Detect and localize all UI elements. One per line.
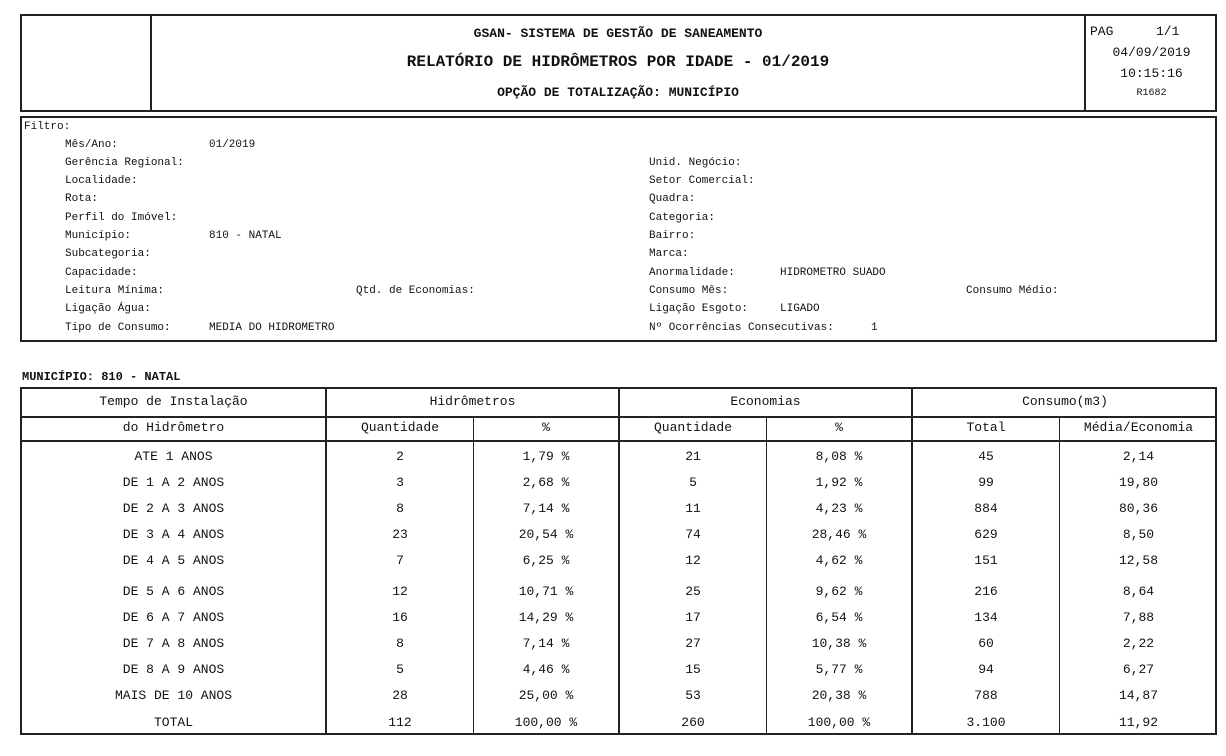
table-cell: 6,25 %	[522, 553, 570, 568]
table-cell: DE 4 A 5 ANOS	[122, 553, 225, 568]
table-cell: 14,87	[1118, 688, 1158, 703]
table-cell: 5	[396, 662, 404, 677]
subheader-percent: %	[835, 420, 843, 435]
tipo-consumo-label: Tipo de Consumo:	[65, 322, 171, 334]
table-cell: DE 2 A 3 ANOS	[122, 501, 225, 516]
municipio-value: 810 - NATAL	[209, 230, 282, 242]
table-cell: 8,50	[1122, 527, 1155, 542]
table-cell: 28,46 %	[811, 527, 867, 542]
gerencia-label: Gerência Regional:	[65, 157, 184, 169]
marca-label: Marca:	[649, 248, 689, 260]
table-cell: MAIS DE 10 ANOS	[114, 688, 233, 703]
subheader-hidrometro: do Hidrômetro	[122, 420, 225, 435]
table-cell: 3	[396, 475, 404, 490]
qtd-economias-label: Qtd. de Economias:	[356, 285, 475, 297]
table-cell: 25	[685, 584, 701, 599]
header-economias: Economias	[730, 394, 801, 409]
table-cell: 27	[685, 636, 701, 651]
report-header	[20, 14, 1217, 112]
leitura-label: Leitura Mínima:	[65, 285, 165, 297]
table-cell: 1,92 %	[815, 475, 863, 490]
table-cell: 2,22	[1122, 636, 1155, 651]
tipo-consumo-value: MEDIA DO HIDROMETRO	[209, 322, 335, 334]
report-date: 04/09/2019	[1112, 45, 1191, 60]
mes-ano-value: 01/2019	[209, 139, 256, 151]
table-cell: 15	[685, 662, 701, 677]
table-cell: 10,71 %	[518, 584, 574, 599]
consumo-mes-label: Consumo Mês:	[649, 285, 729, 297]
consumo-medio-label: Consumo Médio:	[966, 285, 1059, 297]
table-cell: 1,79 %	[522, 449, 570, 464]
page-label: PAG	[1090, 24, 1114, 39]
table-cell: 99	[978, 475, 994, 490]
perfil-label: Perfil do Imóvel:	[65, 212, 178, 224]
capacidade-label: Capacidade:	[65, 267, 138, 279]
table-cell: 216	[974, 584, 998, 599]
municipio-label: Município:	[65, 230, 132, 242]
table-cell: 2	[396, 449, 404, 464]
ocorrencias-value: 1	[871, 322, 878, 334]
table-cell: DE 8 A 9 ANOS	[122, 662, 225, 677]
rota-label: Rota:	[65, 193, 99, 205]
report-time: 10:15:16	[1120, 66, 1183, 81]
table-cell: 80,36	[1118, 501, 1158, 516]
subcategoria-label: Subcategoria:	[65, 248, 151, 260]
ligacao-esgoto-value: LIGADO	[780, 303, 820, 315]
header-hidrometros: Hidrômetros	[429, 394, 516, 409]
table-cell: 4,62 %	[815, 553, 863, 568]
bairro-label: Bairro:	[649, 230, 696, 242]
table-cell: 151	[974, 553, 998, 568]
table-cell: 20,54 %	[518, 527, 574, 542]
table-cell: DE 1 A 2 ANOS	[122, 475, 225, 490]
subheader-media-economia: Média/Economia	[1083, 420, 1194, 435]
mes-ano-label: Mês/Ano:	[65, 139, 118, 151]
page-number: 1/1	[1156, 24, 1180, 39]
system-name: GSAN- SISTEMA DE GESTÃO DE SANEAMENTO	[473, 26, 763, 41]
table-cell: 25,00 %	[518, 688, 574, 703]
table-cell: 6,54 %	[815, 610, 863, 625]
table-cell: 17	[685, 610, 701, 625]
table-cell: 10,38 %	[811, 636, 867, 651]
table-cell: 60	[978, 636, 994, 651]
ligacao-agua-label: Ligação Água:	[65, 303, 151, 315]
subheader-quantidade: Quantidade	[653, 420, 732, 435]
table-cell: 7,88	[1122, 610, 1155, 625]
table-cell: 94	[978, 662, 994, 677]
table-cell: 788	[974, 688, 998, 703]
report-code: R1682	[1136, 88, 1167, 99]
table-cell: 8,08 %	[815, 449, 863, 464]
table-cell: 23	[392, 527, 408, 542]
filter-title: Filtro:	[24, 121, 71, 133]
table-cell: ATE 1 ANOS	[134, 449, 213, 464]
table-cell: 14,29 %	[518, 610, 574, 625]
table-cell: 19,80	[1118, 475, 1158, 490]
setor-label: Setor Comercial:	[649, 175, 755, 187]
table-cell: 11	[685, 501, 701, 516]
table-cell: 12	[392, 584, 408, 599]
table-cell: 11,92	[1118, 715, 1158, 730]
table-cell: 28	[392, 688, 408, 703]
unid-negocio-label: Unid. Negócio:	[649, 157, 742, 169]
table-cell: 2,14	[1122, 449, 1155, 464]
table-cell: 21	[685, 449, 701, 464]
table-cell: 45	[978, 449, 994, 464]
table-cell: 74	[685, 527, 701, 542]
hydrometer-age-table	[20, 387, 1217, 735]
localidade-label: Localidade:	[65, 175, 138, 187]
table-cell: 112	[388, 715, 412, 730]
table-cell: 7	[396, 553, 404, 568]
table-cell: 12	[685, 553, 701, 568]
report-subtitle: OPÇÃO DE TOTALIZAÇÃO: MUNICÍPIO	[497, 85, 739, 100]
table-cell: 7,14 %	[522, 636, 570, 651]
table-cell: TOTAL	[153, 715, 193, 730]
table-cell: 4,23 %	[815, 501, 863, 516]
table-cell: DE 7 A 8 ANOS	[122, 636, 225, 651]
table-cell: 8	[396, 501, 404, 516]
table-cell: 9,62 %	[815, 584, 863, 599]
table-cell: 53	[685, 688, 701, 703]
categoria-label: Categoria:	[649, 212, 716, 224]
table-cell: 629	[974, 527, 998, 542]
anormalidade-label: Anormalidade:	[649, 267, 735, 279]
subheader-total: Total	[966, 420, 1006, 435]
subheader-quantidade: Quantidade	[360, 420, 439, 435]
table-cell: 6,27	[1122, 662, 1155, 677]
anormalidade-value: HIDROMETRO SUADO	[780, 267, 886, 279]
table-cell: DE 5 A 6 ANOS	[122, 584, 225, 599]
report-title: RELATÓRIO DE HIDRÔMETROS POR IDADE - 01/2019	[406, 53, 830, 71]
table-cell: DE 6 A 7 ANOS	[122, 610, 225, 625]
table-cell: 4,46 %	[522, 662, 570, 677]
municipio-heading: MUNICÍPIO: 810 - NATAL	[22, 370, 181, 384]
table-cell: 100,00 %	[807, 715, 871, 730]
table-cell: 20,38 %	[811, 688, 867, 703]
table-cell: 7,14 %	[522, 501, 570, 516]
table-cell: 134	[974, 610, 998, 625]
table-cell: 12,58	[1118, 553, 1158, 568]
table-cell: 8	[396, 636, 404, 651]
table-cell: 260	[681, 715, 705, 730]
ocorrencias-label: Nº Ocorrências Consecutivas:	[649, 322, 834, 334]
subheader-percent: %	[542, 420, 550, 435]
ligacao-esgoto-label: Ligação Esgoto:	[649, 303, 749, 315]
table-cell: 8,64	[1122, 584, 1155, 599]
table-cell: DE 3 A 4 ANOS	[122, 527, 225, 542]
table-cell: 884	[974, 501, 998, 516]
table-cell: 2,68 %	[522, 475, 570, 490]
table-cell: 3.100	[966, 715, 1006, 730]
table-cell: 5	[689, 475, 697, 490]
table-cell: 100,00 %	[514, 715, 578, 730]
table-cell: 5,77 %	[815, 662, 863, 677]
filter-panel	[20, 116, 1217, 342]
header-consumo: Consumo(m3)	[1022, 394, 1108, 409]
header-tempo-instalacao: Tempo de Instalação	[99, 394, 248, 409]
table-cell: 16	[392, 610, 408, 625]
quadra-label: Quadra:	[649, 193, 696, 205]
